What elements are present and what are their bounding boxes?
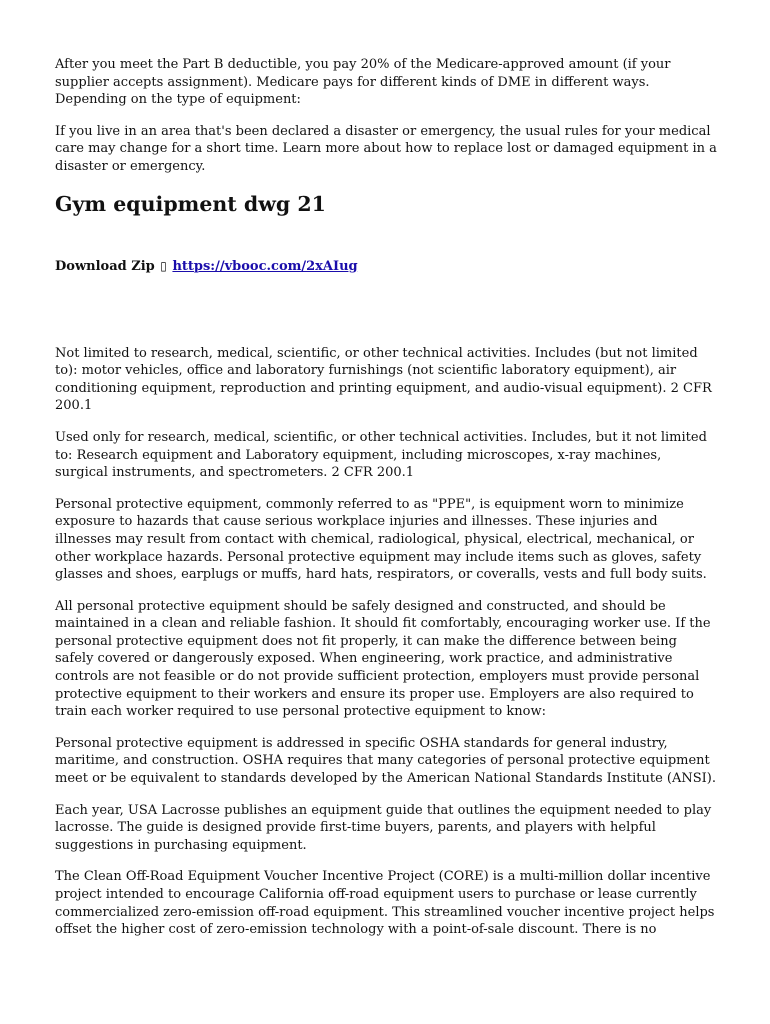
download-line bbox=[55, 257, 717, 276]
body-paragraph-1: Not limited to research, medical, scientific, or other technical activities. Includes (but not limited to): motor vehicles, office and laboratory furnishings (not scientific laboratory equipment), air conditioning equipment, reproduction and printing equipment, and audio-visual equipment). 2 CFR 200.1 bbox=[55, 345, 712, 414]
body-paragraph-3: Personal protective equipment, commonly referred to as "PPE", is equipment worn to minimize exposure to hazards that cause serious workplace injuries and illnesses. These injuries and illnesses may result from contact with chemical, radiological, physical, electrical, mechanical, or other workplace hazards. Personal protective equipment may include items such as gloves, safety glasses and shoes, earplugs or muffs, hard hats, respirators, or coveralls, vests and full body suits. bbox=[55, 496, 707, 583]
body-paragraph-5: Personal protective equipment is addressed in specific OSHA standards for general industry, maritime, and construction. OSHA requires that many categories of personal protective equipment meet or be equivalent to standards developed by the American National Standards Institute (ANSI). bbox=[55, 735, 716, 787]
body-paragraph-6: Each year, USA Lacrosse publishes an equipment guide that outlines the equipment needed to play lacrosse. The guide is designed provide first-time buyers, parents, and players with helpful suggestions in purchasing equipment. bbox=[55, 802, 712, 853]
intro-paragraph-1: After you meet the Part B deductible, you pay 20% of the Medicare-approved amount (if your supplier accepts assignment). Medicare pays for different kinds of DME in different ways. Depending on the type of equipment: bbox=[55, 57, 671, 108]
body-paragraph-2: Used only for research, medical, scientific, or other technical activities. Includes, but it not limited to: Research equipment and Laboratory equipment, including microscopes, x-ray machines, surgical instruments, and spectrometers. 2 CFR 200.1 bbox=[55, 429, 707, 481]
body-paragraph-7: The Clean Off-Road Equipment Voucher Incentive Project (CORE) is a multi-million dollar incentive project intended to encourage California off-road equipment users to purchase or lease currently commercialized zero-emission off-road equipment. This streamlined voucher incentive project helps offset the higher cost of zero-emission technology with a point-of-sale discount. There is no bbox=[55, 869, 715, 938]
article-body bbox=[55, 345, 717, 939]
body-paragraph-4: All personal protective equipment should be safely designed and constructed, and should be maintained in a clean and reliable fashion. It should fit comfortably, encouraging worker use. If the personal protective equipment does not fit properly, it can make the difference between being safely covered or dangerously exposed. When engineering, work practice, and administrative controls are not feasible or do not provide sufficient protection, employers must provide personal protective equipment to their workers and ensure its proper use. Employers are also required to train each worker required to use personal protective equipment to know: bbox=[55, 598, 711, 720]
document-page bbox=[55, 56, 717, 953]
download-label: Download Zip bbox=[55, 258, 155, 274]
missing-glyph-icon: ▯ bbox=[160, 258, 167, 273]
page-heading: Gym equipment dwg 21 bbox=[55, 191, 326, 216]
download-link[interactable]: https://vbooc.com/2xAIug bbox=[172, 258, 358, 274]
intro-paragraph-2: If you live in an area that's been declared a disaster or emergency, the usual rules for your medical care may change for a short time. Learn more about how to replace lost or damaged equipment in a disaster or emergency. bbox=[55, 123, 717, 174]
